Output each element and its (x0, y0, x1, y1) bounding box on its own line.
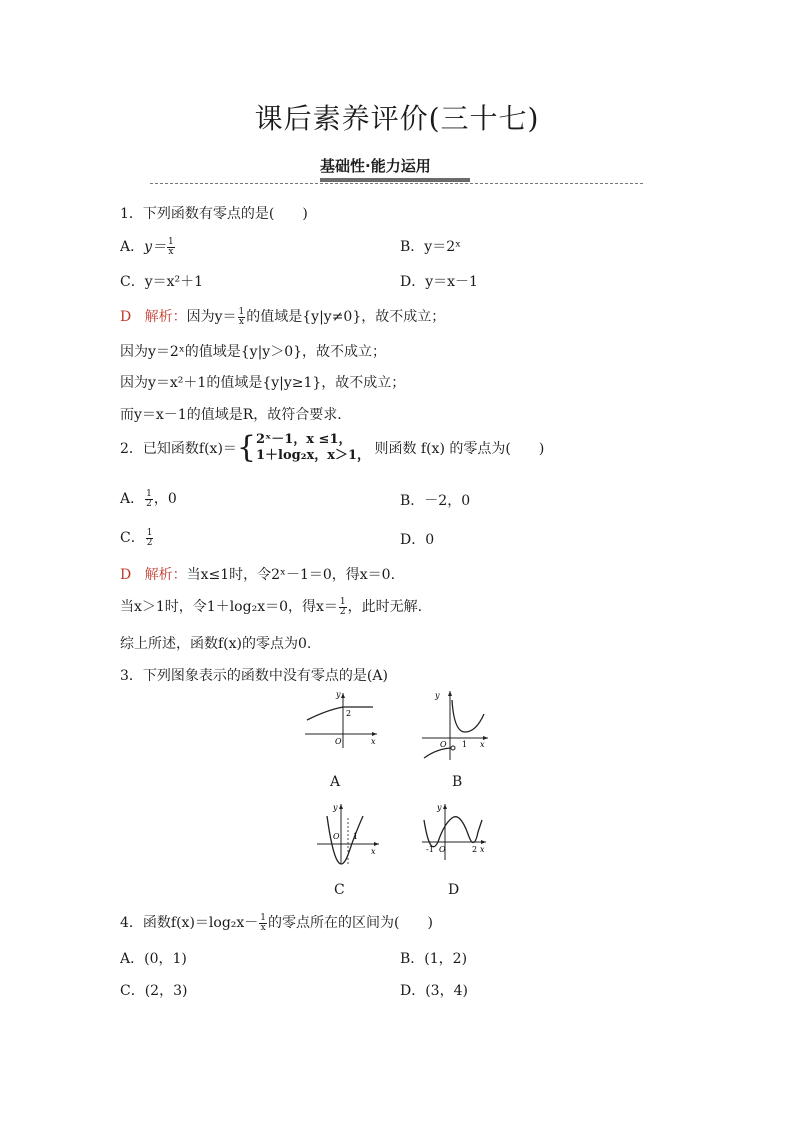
q1-solution-line4: 而y＝x－1的值域是R，故符合要求. (120, 407, 342, 423)
q4-stem: 4．函数f(x)＝log₂x－ $\frac{1}{x}$ 的零点所在的区间为( ) (120, 912, 433, 933)
graph-a-x-label: x (371, 737, 376, 746)
graph-b-x-label: x (480, 740, 485, 749)
graph-a-tick-2: 2 (346, 709, 352, 718)
graph-b-label: B (452, 774, 463, 790)
graph-c-tick-1: 1 (353, 832, 359, 841)
graph-a-y-label: y (336, 690, 341, 699)
q1-option-a-label: A． (120, 239, 145, 255)
graph-a (305, 690, 380, 750)
graph-c-label: C (334, 882, 345, 898)
page-title: 课后素养评价(三十七) (254, 102, 540, 135)
graph-c-y-label: y (333, 803, 338, 812)
section-label: 基础性·能力运用 (320, 157, 431, 175)
q2-stem-post: 则函数 f(x) 的零点为( ) (374, 441, 545, 457)
q1-option-a-expr: y＝ (144, 239, 167, 255)
q2-option-a: A． $\frac{1}{2}$ ，0 (120, 488, 177, 509)
q2-option-c: C． $\frac{1}{2}$ (120, 527, 153, 548)
graph-a-label: A (330, 774, 341, 790)
graph-d (420, 800, 490, 868)
graph-b-origin: O (440, 740, 447, 749)
q4-option-d: D．(3，4) (400, 983, 468, 999)
q2-answer: D (120, 567, 132, 583)
graph-c (315, 800, 383, 868)
q2-solution-line1: D 解析：当x≤1时，令2ˣ－1＝0，得x＝0. (120, 567, 396, 583)
q1-option-b: B．y＝2ˣ (400, 239, 462, 255)
graph-c-x-label: x (371, 847, 376, 856)
graph-d-x-label: x (480, 845, 485, 854)
dotted-divider (150, 183, 643, 184)
section-underline (320, 178, 470, 182)
q1-option-a (120, 236, 176, 257)
q3-stem: 3．下列图象表示的函数中没有零点的是(A) (120, 668, 388, 684)
graph-b-y-label: y (435, 691, 440, 700)
q1-jiexi-label: 解析： (144, 309, 187, 325)
graph-d-tick-2: 2 (472, 845, 478, 854)
q2-stem-pre: 2．已知函数f(x)＝ (120, 441, 237, 457)
graph-d-origin: O (439, 845, 446, 854)
graph-d-y-label: y (437, 803, 442, 812)
graph-d-label: D (448, 882, 460, 898)
q2-solution-line2: 当x＞1时，令1＋log₂x＝0，得x＝ $\frac{1}{2}$ ，此时无解. (120, 596, 423, 617)
q1-option-a-frac: $\frac{1}{x}$ (168, 236, 174, 257)
graph-b (420, 688, 492, 763)
q4-option-c: C．(2，3) (120, 983, 188, 999)
graph-d-tick-neg1: -1 (426, 845, 434, 854)
q1-solution-line3: 因为y＝x²＋1的值域是{y|y≥1}，故不成立； (120, 375, 406, 391)
q1-stem: 1．下列函数有零点的是( ) (120, 206, 308, 222)
q1-solution-line1: D 解析：因为y＝ $\frac{1}{x}$ 的值域是{y|y≠0}，故不成立； (120, 306, 446, 327)
graph-c-origin: O (333, 832, 340, 841)
q2-solution-line3: 综上所述，函数f(x)的零点为0. (120, 636, 312, 652)
q2-jiexi-label: 解析： (144, 567, 187, 583)
graph-a-origin: O (335, 737, 342, 746)
q2-option-d: D．0 (400, 532, 435, 548)
graph-b-tick-1: 1 (462, 740, 468, 749)
q2-stem: 2．已知函数f(x)＝{ 2ˣ－1，x ≤1， 1＋log₂x，x＞1， 则函数 f(x) 的零点为( ) (120, 430, 545, 465)
q2-option-b: B．－2，0 (400, 493, 471, 509)
q1-option-c: C．y＝x²＋1 (120, 274, 204, 290)
q2-piecewise: 2ˣ－1，x ≤1， 1＋log₂x，x＞1， (256, 432, 371, 463)
q4-option-a: A．(0，1) (120, 951, 187, 967)
q1-solution-line2: 因为y＝2ˣ的值域是{y|y＞0}，故不成立； (120, 344, 387, 360)
q1-option-d: D．y＝x－1 (400, 274, 478, 290)
q4-option-b: B．(1，2) (400, 951, 468, 967)
q1-answer: D (120, 309, 132, 325)
